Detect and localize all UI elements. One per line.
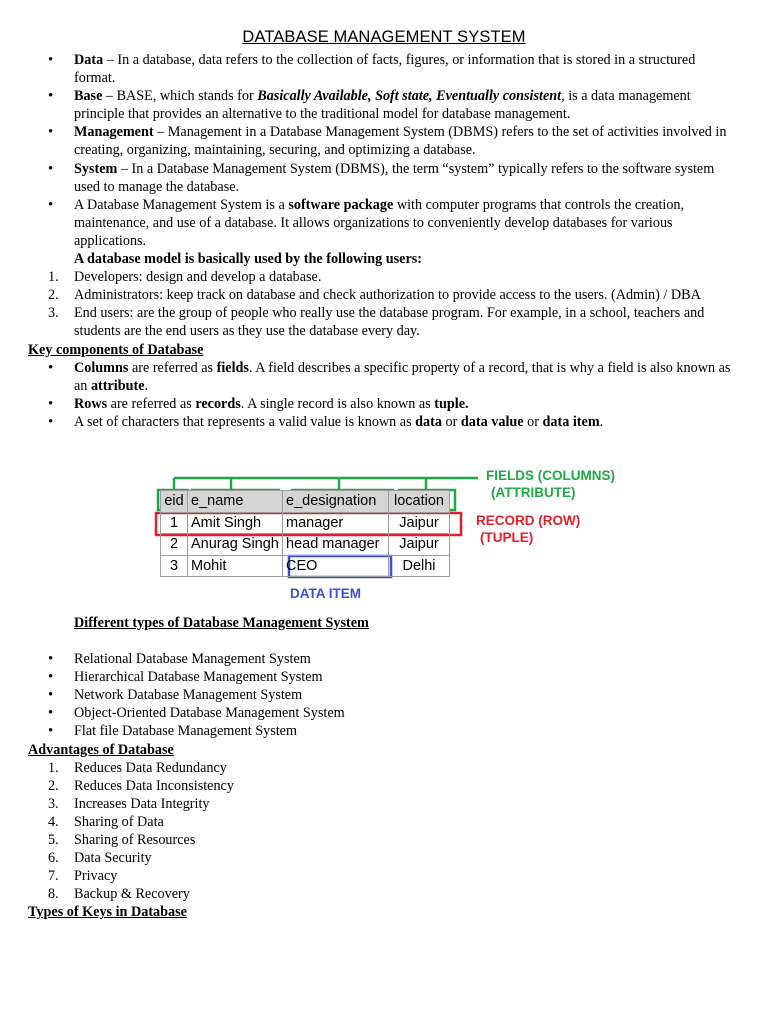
kc-bold: Columns [74, 359, 129, 376]
list-text: Increases Data Integrity [74, 795, 210, 812]
advantages-list [0, 759, 768, 904]
advantages-heading: Advantages of Database [28, 741, 174, 758]
list-item [0, 831, 768, 849]
definition-data: – In a database, data refers to the collection of facts, figures, or information that is stored in a structured format. [74, 52, 696, 87]
table-cell: 3 [161, 555, 188, 577]
kc-text: or [441, 413, 461, 430]
sample-employee-table [160, 490, 450, 577]
list-number: 7. [48, 868, 59, 885]
bullet-columns [0, 359, 768, 395]
table-row [161, 534, 450, 556]
list-text: Data Security [74, 850, 152, 867]
table-cell: Jaipur [389, 512, 450, 534]
table-cell: Amit Singh [188, 512, 283, 534]
dbms-text-a: A Database Management System is a [74, 196, 289, 213]
bullet-rows [0, 395, 768, 413]
list-text: Sharing of Data [74, 813, 164, 830]
list-number: 3. [48, 795, 59, 812]
list-item [0, 268, 768, 286]
kc-bold: fields [216, 359, 249, 376]
list-item [0, 813, 768, 831]
table-row [161, 512, 450, 534]
dbms-text-b: with computer programs that controls the creation, maintenance, and use of a database. It allows organizations to conveniently develop databases for various applications. [74, 196, 685, 249]
tuple-label: (TUPLE) [480, 530, 534, 545]
list-item [0, 849, 768, 867]
definition-base-a: – BASE, which stands for [102, 88, 258, 105]
list-number: 6. [48, 850, 59, 867]
list-text: Reduces Data Inconsistency [74, 777, 234, 794]
data-item-label: DATA ITEM [290, 586, 361, 601]
bullet-data [0, 51, 768, 87]
intro-bullet-list [0, 51, 768, 250]
dbms-software-package: software package [288, 196, 394, 213]
kc-text: are referred as [128, 359, 217, 376]
list-item: • Network Database Management System [0, 686, 768, 704]
list-text: Administrators: keep track on database and check authorization to provide access to the users. (Admin) / DBA [74, 287, 701, 304]
types-list [0, 650, 768, 740]
list-text: Privacy [74, 868, 118, 885]
fields-label [486, 468, 615, 483]
term-data: Data [74, 52, 104, 68]
database-table-figure [148, 466, 648, 606]
record-label [476, 513, 580, 528]
users-heading: A database model is basically used by the following users: [74, 251, 423, 268]
attribute-label: (ATTRIBUTE) [491, 485, 576, 500]
fields-label-text: FIELDS [486, 468, 535, 483]
list-text: Sharing of Resources [74, 832, 196, 849]
page-title: DATABASE MANAGEMENT SYSTEM [242, 28, 526, 46]
list-item: • Hierarchical Database Management System [0, 668, 768, 686]
term-management: Management [74, 124, 154, 141]
list-text: Backup & Recovery [74, 886, 190, 903]
kc-text: . A field describes a specific property of a record, that is why a field is also known as an [74, 359, 731, 394]
list-number: 8. [48, 886, 59, 903]
list-text: Reduces Data Redundancy [74, 759, 227, 776]
table-header-cell: e_name [188, 491, 283, 513]
key-components-list [0, 359, 768, 431]
table-cell: Delhi [389, 555, 450, 577]
list-number: 5. [48, 832, 59, 849]
table-header-cell: e_designation [283, 491, 389, 513]
table-row [161, 555, 450, 577]
list-item: • Object-Oriented Database Management System [0, 704, 768, 722]
table-cell: manager [283, 512, 389, 534]
table-cell: 1 [161, 512, 188, 534]
definition-management: – Management in a Database Management System (DBMS) refers to the set of activities involved in creating, organizing, maintaining, securing, and optimizing a database. [74, 124, 727, 159]
list-text: End users: are the group of people who really use the database program. For example, in a school, teachers and students are the end users as they use the database every day. [74, 305, 705, 340]
fields-bracket [174, 478, 478, 490]
kc-bold: attribute [90, 377, 145, 394]
term-system: System [74, 160, 118, 177]
list-item: • Relational Database Management System [0, 650, 768, 668]
kc-bold: records [195, 395, 241, 412]
list-text: Developers: design and develop a database. [74, 269, 322, 286]
list-item: • Flat file Database Management System [0, 722, 768, 740]
intro-section [0, 51, 768, 431]
table-cell: Mohit [188, 555, 283, 577]
types-section [0, 614, 768, 922]
list-item [0, 867, 768, 885]
list-item [0, 304, 768, 340]
table-header-cell: eid [161, 491, 188, 513]
row-label-text: (ROW) [538, 513, 581, 528]
types-heading: Different types of Database Management System [74, 615, 369, 631]
table-header-cell: location [389, 491, 450, 513]
columns-label-text: (COLUMNS) [537, 468, 616, 483]
kc-bold: data item [542, 413, 600, 430]
table-cell: Jaipur [389, 534, 450, 556]
bullet-data-value [0, 413, 768, 431]
kc-bold: data [415, 413, 442, 430]
term-base: Base [74, 88, 103, 105]
bullet-management [0, 123, 768, 159]
bullet-base [0, 87, 768, 123]
list-number: 1. [48, 269, 59, 286]
record-label-text: RECORD [476, 513, 535, 528]
kc-text: . [599, 413, 604, 430]
definition-base-b: , is a data management principle that provides an alternative to the traditional model for database management. [74, 88, 691, 123]
bullet-dbms [0, 196, 768, 250]
key-components-heading: Key components of Database [28, 341, 204, 358]
list-item [0, 286, 768, 304]
list-number: 2. [48, 287, 59, 304]
definition-system: – In a Database Management System (DBMS), the term “system” typically refers to the software system used to manage the database. [74, 160, 715, 195]
list-item [0, 885, 768, 903]
table-header-row [161, 491, 450, 513]
kc-text: . [144, 377, 149, 394]
list-number: 4. [48, 813, 59, 830]
list-number: 2. [48, 777, 59, 794]
base-acronym-expansion: Basically Available, Soft state, Eventually consistent [257, 88, 562, 105]
kc-text: . A single record is also known as [240, 395, 435, 412]
users-list [0, 268, 768, 340]
list-item [0, 777, 768, 795]
list-number: 3. [48, 305, 59, 322]
kc-text: A set of characters that represents a valid value is known as [74, 413, 416, 430]
list-item [0, 795, 768, 813]
table-cell: Anurag Singh [188, 534, 283, 556]
kc-text: or [523, 413, 543, 430]
kc-bold: data value [460, 413, 524, 430]
table-cell: 2 [161, 534, 188, 556]
bullet-system [0, 160, 768, 196]
table-cell: CEO [283, 555, 389, 577]
list-number: 1. [48, 759, 59, 776]
list-item [0, 759, 768, 777]
table-cell: head manager [283, 534, 389, 556]
kc-text: are referred as [107, 395, 196, 412]
kc-bold: Rows [74, 395, 108, 412]
keys-heading: Types of Keys in Database [28, 904, 187, 921]
kc-bold: tuple. [434, 395, 469, 412]
